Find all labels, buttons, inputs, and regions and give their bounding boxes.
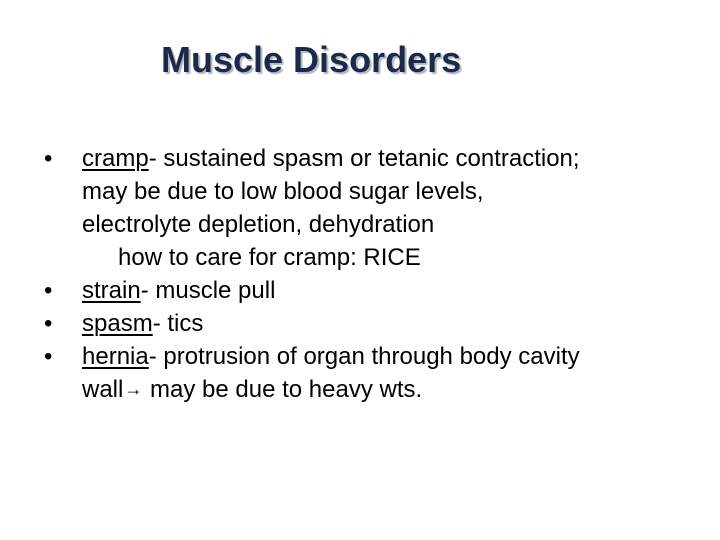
item-line [82, 142, 720, 175]
list-item-cramp [0, 142, 720, 274]
item-text: wall [82, 376, 124, 403]
list-item-hernia [0, 340, 720, 406]
item-line [82, 307, 720, 340]
term-cramp: cramp [82, 145, 149, 172]
bullet-icon: • [44, 277, 53, 304]
item-line: electrolyte depletion, dehydration [82, 211, 435, 238]
term-spasm: spasm [82, 310, 153, 337]
bullet-list [0, 142, 720, 406]
term-strain: strain [82, 277, 141, 304]
slide-title: Muscle Disorders [161, 39, 462, 80]
bullet-icon: • [44, 145, 53, 172]
bullet-icon: • [44, 310, 53, 337]
item-line [82, 274, 720, 307]
item-subline: how to care for cramp: RICE [118, 244, 421, 271]
arrow-right-icon: → [124, 379, 143, 399]
item-definition: - protrusion of organ through body cavity [148, 343, 580, 370]
item-definition: - tics [152, 310, 204, 337]
term-hernia: hernia [82, 343, 149, 370]
item-line [82, 373, 720, 406]
list-item-strain [0, 274, 720, 307]
item-text: may be due to heavy wts. [143, 376, 423, 403]
item-line: may be due to low blood sugar levels, [82, 178, 484, 205]
item-line [82, 340, 720, 373]
item-definition: - sustained spasm or tetanic contraction; [148, 145, 580, 172]
bullet-icon: • [44, 343, 53, 370]
item-definition: - muscle pull [140, 277, 276, 304]
list-item-spasm [0, 307, 720, 340]
